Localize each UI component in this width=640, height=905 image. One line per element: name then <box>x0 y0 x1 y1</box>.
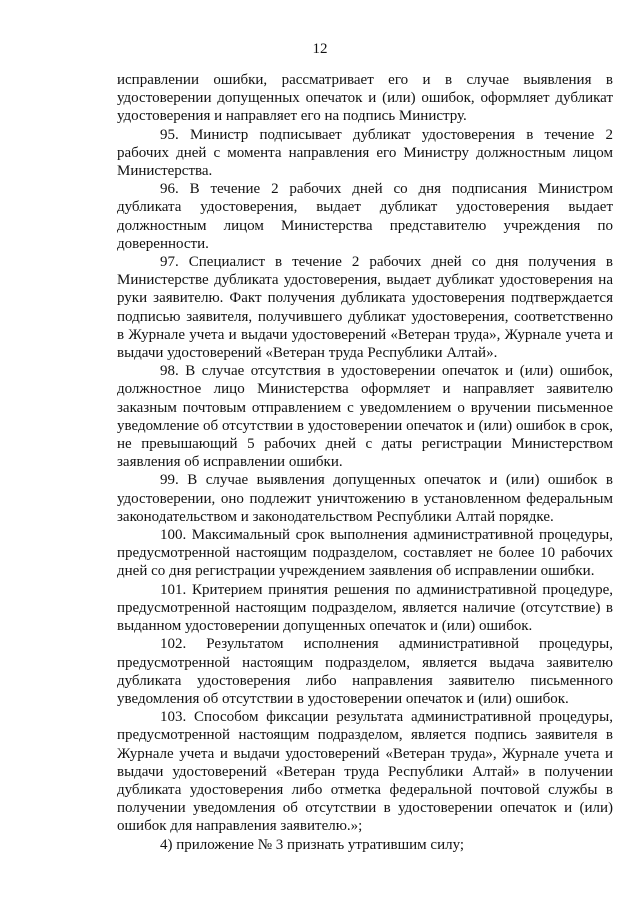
page-number: 12 <box>312 41 328 57</box>
paragraph-103: 103. Способом фиксации результата административной процедуры, предусмотренной настоящим подразделом, является подпись заявителя в Журнале учета и выдачи удостоверений «Ветеран труда», Журнале учета и выдачи удостоверений «Ветеран труда Республики Алтай» в получении дубликата удостоверения либо отметка федеральной почтовой службы в получении уведомления об отсутствии в удостоверении опечаток и (или) ошибок для направления заявителю.»; <box>117 709 613 835</box>
document-body <box>117 71 613 854</box>
paragraph-continuation: исправлении ошибки, рассматривает его и в случае выявления в удостоверении допущенных опечаток и (или) ошибок, оформляет дубликат удостоверения и направляет его на подпись Министру. <box>117 72 613 125</box>
paragraph-100: 100. Максимальный срок выполнения административной процедуры, предусмотренной настоящим подразделом, составляет не более 10 рабочих дней со дня регистрации учреждением заявления об исправлении ошибки. <box>117 527 613 580</box>
paragraph-99: 99. В случае выявления допущенных опечаток и (или) ошибок в удостоверении, оно подлежит уничтожению в установленном федеральным законодательством и законодательством Республики Алтай порядке. <box>117 472 613 525</box>
paragraph-102: 102. Результатом исполнения административной процедуры, предусмотренной настоящим подразделом, является выдача заявителю дубликата удостоверения либо направления заявителю письменного уведомления об отсутствии в удостоверении опечаток и (или) ошибок. <box>117 636 613 707</box>
paragraph-96: 96. В течение 2 рабочих дней со дня подписания Министром дубликата удостоверения, выдает дубликат удостоверения выдает должностным лицом Министерства представителю учреждения по доверенности. <box>117 181 613 252</box>
paragraph-97: 97. Специалист в течение 2 рабочих дней со дня получения в Министерстве дубликата удостоверения, выдает дубликат удостоверения на руки заявителю. Факт получения дубликата удостоверения подтверждается подписью заявителя, получившего дубликат удостоверения, соответственно в Журнале учета и выдачи удостоверений «Ветеран труда», Журнале учета и выдачи удостоверений «Ветеран труда Республики Алтай». <box>117 254 613 362</box>
paragraph-101: 101. Критерием принятия решения по административной процедуре, предусмотренной настоящим подразделом, является наличие (отсутствие) в выданном удостоверении допущенных опечаток и (или) ошибок. <box>117 581 613 635</box>
paragraph-item-4: 4) приложение № 3 признать утратившим силу; <box>160 836 465 853</box>
paragraph-98: 98. В случае отсутствия в удостоверении опечаток и (или) ошибок, должностное лицо Министерства оформляет и направляет заявителю заказным почтовым отправлением с уведомлением о вручении письменное уведомление об отсутствии в удостоверении опечаток и (или) ошибок в срок, не превышающий 5 рабочих дней с даты регистрации Министерством заявления об исправлении ошибки. <box>117 363 613 471</box>
paragraph-95: 95. Министр подписывает дубликат удостоверения в течение 2 рабочих дней с момента направления его Министру должностным лицом Министерства. <box>117 126 613 180</box>
